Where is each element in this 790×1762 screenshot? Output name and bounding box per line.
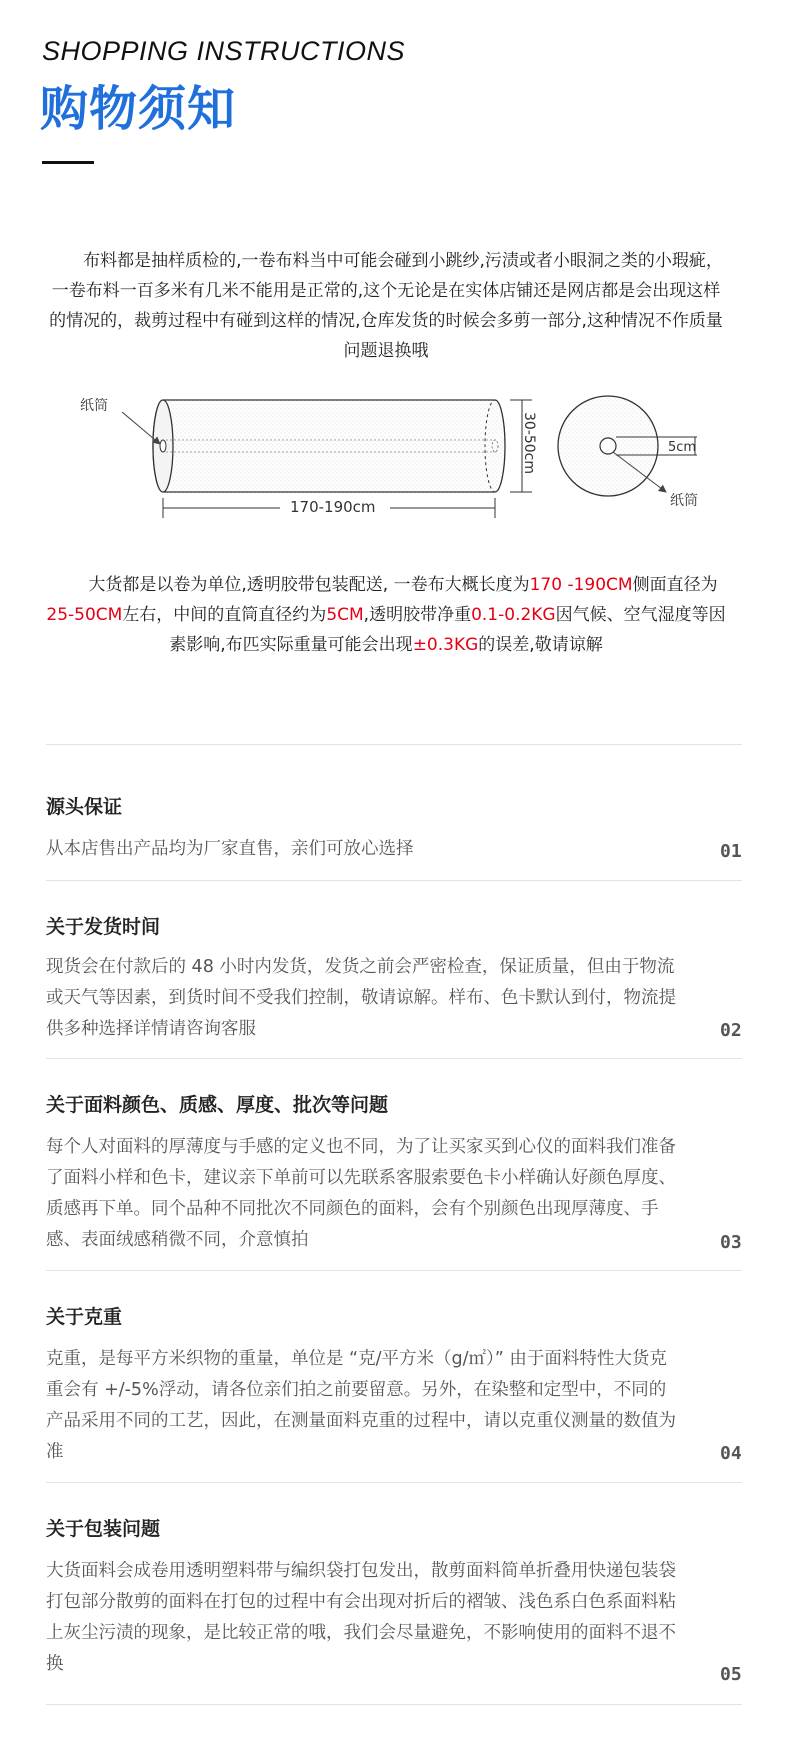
- bulk-note: [46, 570, 726, 660]
- roll-end-view: [558, 396, 658, 496]
- title-underline: [42, 161, 94, 164]
- section-body-fabric: 每个人对面料的厚薄度与手感的定义也不同，为了让买家买到心仪的面料我们准备了面料小样和色卡，建议亲下单前可以先联系客服索要色卡小样确认好颜色厚度、质感再下单。同个品种不同批次不同颜色的面料，会有个别颜色出现厚薄度、手感、表面绒感稍微不同，介意慎拍: [46, 1137, 676, 1250]
- section-body-shipping: 现货会在付款后的 48 小时内发货，发货之前会严密检查，保证质量，但由于物流或天气等因素，到货时间不受我们控制，敬请谅解。样布、色卡默认到付，物流提供多种选择详情请咨询客服: [46, 957, 676, 1039]
- tube-label-left: 纸筒: [80, 398, 108, 414]
- note-text-2: 侧面直径为: [632, 575, 718, 595]
- tube-label-right: 纸筒: [670, 493, 698, 509]
- fabric-roll-diagram: [0, 380, 790, 530]
- section-title-packaging: 关于包装问题: [46, 1518, 161, 1540]
- note-tape-weight: 0.1-0.2KG: [471, 605, 556, 625]
- section-number: 02: [720, 1020, 742, 1041]
- length-label: 170-190cm: [290, 498, 376, 516]
- divider: [46, 1270, 742, 1271]
- intro-paragraph: [46, 246, 726, 361]
- section-body-source: 从本店售出产品均为厂家直售，亲们可放心选择: [46, 839, 414, 859]
- divider: [46, 1482, 742, 1483]
- note-text-4: ,透明胶带净重: [363, 605, 472, 625]
- note-text-3: 左右，中间的直筒直径约为: [122, 605, 327, 625]
- note-core: 5CM: [326, 605, 364, 625]
- section-body-packaging: 大货面料会成卷用透明塑料带与编织袋打包发出，散剪面料简单折叠用快递包装袋打包部分散剪的面料在打包的过程中有会出现对折后的褶皱、浅色系白色系面料粘上灰尘污渍的现象，是比较正常的哦，我们会尽量避免，不影响使用的面料不退不换: [46, 1561, 676, 1674]
- roll-cylinder: [153, 400, 505, 492]
- section-number: 03: [720, 1232, 742, 1253]
- section-title-fabric: 关于面料颜色、质感、厚度、批次等问题: [46, 1094, 389, 1116]
- divider: [46, 1058, 742, 1059]
- section-number: 04: [720, 1443, 742, 1464]
- divider: [46, 1704, 742, 1705]
- core-label: 5cm: [668, 440, 697, 455]
- diameter-label: 30-50cm: [521, 412, 537, 475]
- title-en: SHOPPING INSTRUCTIONS: [42, 36, 406, 66]
- section-title-weight: 关于克重: [46, 1306, 123, 1328]
- note-text-5: 因气候、空气湿度等因素影响,布匹实际重量可能会出现: [169, 605, 726, 655]
- note-length: 170 -190CM: [529, 575, 633, 595]
- title-cn: 购物须知: [40, 81, 237, 137]
- section-title-shipping: 关于发货时间: [46, 916, 161, 938]
- section-title-source: 源头保证: [46, 796, 123, 818]
- note-diameter: 25-50CM: [46, 605, 123, 625]
- note-text-6: 的误差,敬请谅解: [478, 635, 603, 655]
- section-number: 01: [720, 841, 742, 862]
- section-number: 05: [720, 1664, 742, 1685]
- note-tolerance: ±0.3KG: [412, 635, 479, 655]
- intro-text: 布料都是抽样质检的,一卷布料当中可能会碰到小跳纱,污渍或者小眼洞之类的小瑕疵，一卷布料一百多米有几米不能用是正常的,这个无论是在实体店铺还是网店都是会出现这样的情况的，裁剪过程中有碰到这样的情况,仓库发货的时候会多剪一部分,这种情况不作质量问题退换哦: [49, 251, 723, 361]
- note-text-1: 大货都是以卷为单位,透明胶带包装配送, 一卷布大概长度为: [88, 575, 530, 595]
- divider: [46, 880, 742, 881]
- divider: [46, 744, 742, 745]
- section-body-weight: 克重，是每平方米织物的重量，单位是 “克/平方米（g/㎡）” 由于面料特性大货克重会有 +/-5%浮动，请各位亲们拍之前要留意。另外，在染整和定型中，不同的产品采用不同的工艺，因此，在测量面料克重的过程中，请以克重仪测量的数值为准: [46, 1349, 676, 1462]
